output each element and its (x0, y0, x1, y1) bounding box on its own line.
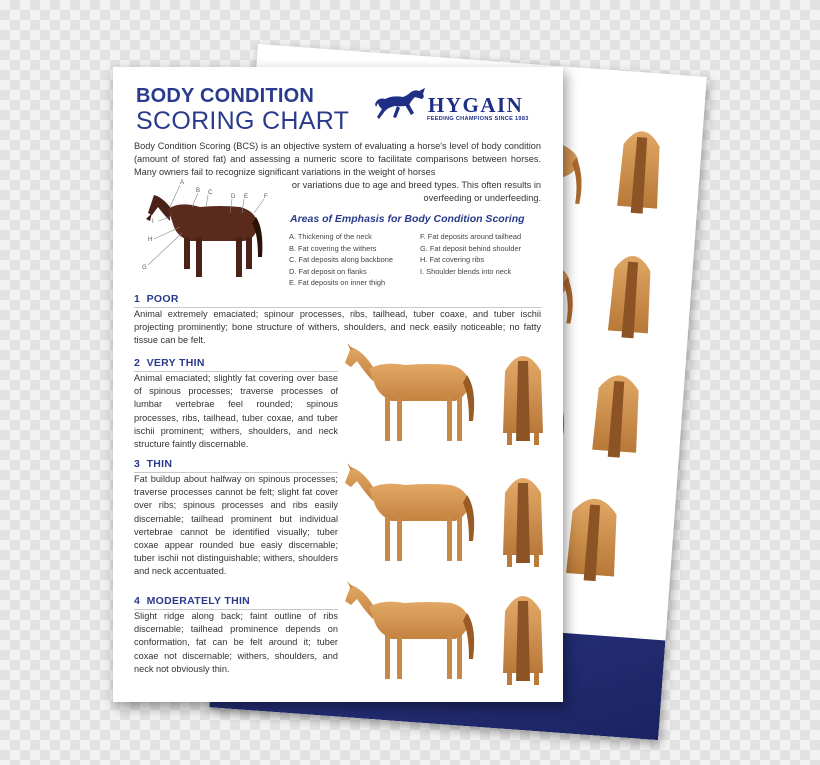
section-4-description: Slight ridge along back; faint outline of ribs discernable; tailhead prominence depends on conformation, fat can be felt around it; tuber coxae not discernable; withers, shoulders, and neck not obviously thin. (134, 611, 338, 674)
brand-name: HYGAIN (428, 93, 524, 117)
side-horse-score-3 (345, 463, 474, 561)
areas-list-item: C. Fat deposits along backbone (289, 255, 393, 265)
section-number: 2 (134, 357, 141, 369)
diagram-letter-h: H (148, 237, 153, 243)
chart-title-line-1: BODY CONDITION (136, 85, 314, 107)
diagram-letter-d: D (231, 194, 236, 200)
section-4-heading (134, 595, 250, 607)
section-title: VERY THIN (146, 357, 205, 369)
areas-list-item: F. Fat deposits around tailhead (420, 232, 522, 241)
back-rear-horse-4 (566, 497, 620, 582)
rear-horse-score-4 (503, 596, 543, 685)
diagram-letter-c: C (208, 190, 213, 196)
areas-list-right (420, 231, 521, 277)
areas-list-left (289, 231, 393, 289)
side-horse-score-2 (345, 343, 474, 441)
diagram-letter-b: B (196, 188, 201, 194)
areas-list-item: A. Thickening of the neck (289, 232, 372, 241)
section-number: 4 (134, 595, 141, 607)
section-number: 3 (134, 458, 141, 470)
horse-anatomy-diagram (140, 177, 280, 287)
areas-list-item: H. Fat covering ribs (420, 255, 485, 265)
areas-list-item: E. Fat deposits on inner thigh (289, 278, 386, 288)
section-2-heading (134, 357, 205, 369)
diagram-letter-e: E (244, 194, 249, 200)
back-rear-horse-1 (617, 130, 663, 215)
diagram-letter-f: F (264, 194, 268, 200)
brand-horse-logo-icon (375, 85, 427, 125)
back-rear-horse-3 (592, 374, 642, 459)
diagram-letter-g: G (142, 265, 147, 271)
section-3-heading (134, 458, 172, 470)
bay-horse-figure (146, 195, 262, 277)
section-2-description: Animal emaciated; slightly fat covering over base of spinous processes; traverse processes of lumbar vertebrae feel rounded; spinous processes, ribs, tailhead, tuber coxae, and tuber ischii prominent; withers, shoulders, and neck structure faintly discernable. (134, 373, 338, 450)
rear-horse-score-2 (503, 356, 543, 445)
back-rear-horse-2 (608, 255, 654, 340)
section-title: THIN (146, 458, 173, 470)
areas-list-item: B. Fat covering the withers (289, 243, 377, 253)
section-1-heading (134, 293, 179, 305)
section-title: MODERATELY THIN (146, 595, 251, 607)
areas-of-emphasis-title: Areas of Emphasis for Body Condition Scoring (290, 213, 525, 225)
section-1-description: Animal extremely emaciated; spinour processes, ribs, tailhead, tuber coaxe, and tuber ischii projecting prominently; bone structure of withers, shoulders, and neck easily noticeable; no fatty tissue can be felt. (134, 309, 541, 346)
intro-paragraph: Body Condition Scoring (BCS) is an objective system of evaluating a horse's level of body condition (amount of stored fat) and assessing a numeric score to facilitate comparisons between horses. Many owners fail to recognize significant variations in the weight of horses (134, 141, 541, 177)
section-title: POOR (146, 293, 179, 305)
areas-list-item: G. Fat deposit behind shoulder (420, 243, 522, 253)
score-horse-illustrations (343, 337, 558, 697)
areas-list-item: I. Shoulder blends into neck (420, 266, 512, 276)
chart-title-line-2: SCORING CHART (136, 107, 350, 135)
diagram-letter-i: I (152, 219, 154, 225)
diagram-letter-a: A (180, 180, 185, 186)
intro-paragraph-continued: or variations due to age and breed types. This often results in overfeeding or underfeeding. (291, 180, 541, 203)
areas-list-item: D. Fat deposit on flanks (289, 266, 367, 276)
rear-horse-score-3 (503, 478, 543, 567)
side-horse-score-4 (345, 581, 474, 679)
section-3-description: Fat buildup about halfway on spinous processes; traverse processes cannot be felt; slight fat cover over ribs; spinous processes and ribs easily discernable; tailhead prominent but individual vertebrae cannot be identified visually; tuber coxae appear rounded bue easiy discernable; tuber ischii not distinguishable; withers, shoulders and neck accentuated. (134, 474, 338, 577)
front-chart-sheet (113, 67, 563, 702)
brand-tagline: FEEDING CHAMPIONS SINCE 1983 (427, 116, 529, 122)
section-number: 1 (134, 293, 141, 305)
